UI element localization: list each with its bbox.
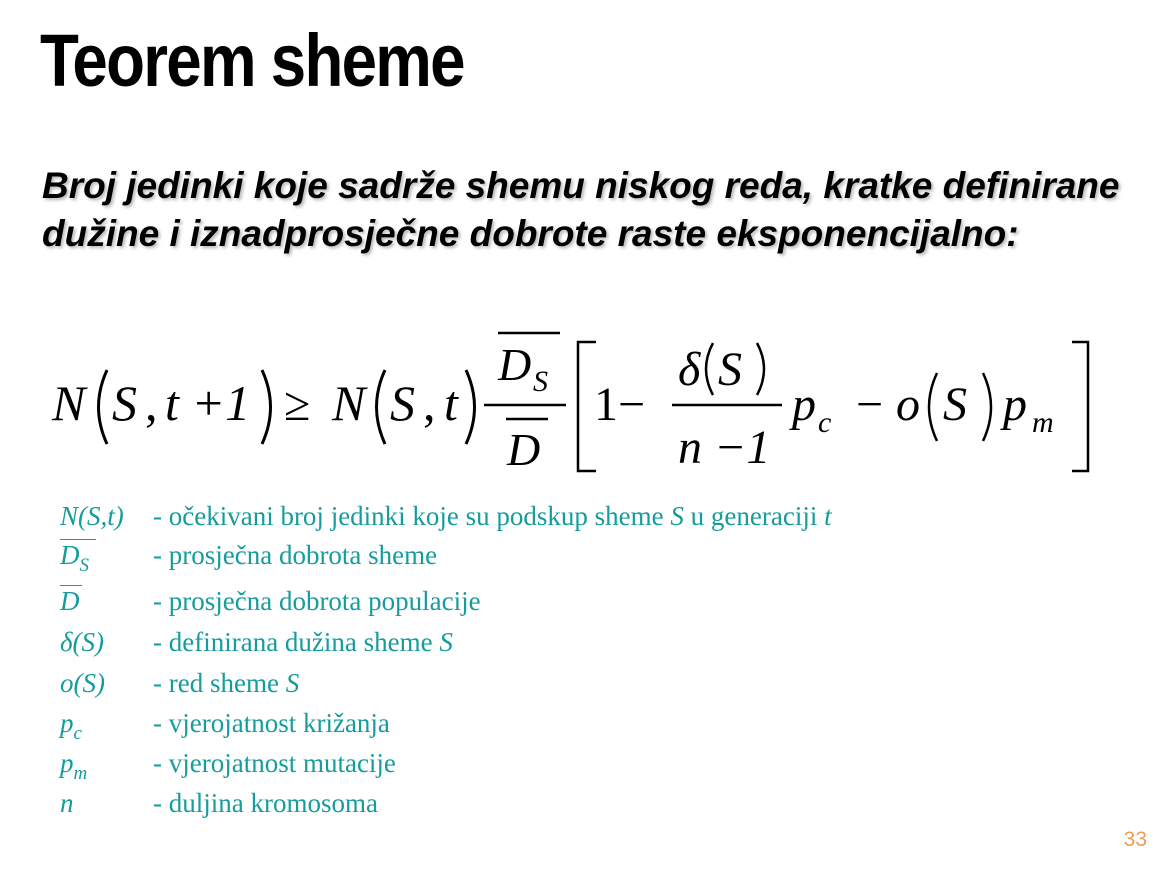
formula-delta-left-paren [706, 343, 713, 395]
symbol-legend [0, 495, 1170, 825]
formula-frac2-den: n −1 [678, 421, 771, 474]
formula-lhs-t-plus-1: t +1 [165, 375, 251, 431]
legend-row [0, 540, 1100, 580]
legend-description: - vjerojatnost mutacije [153, 748, 396, 778]
formula-one-minus: 1− [594, 378, 646, 431]
legend-description: - prosječna dobrota populacije [153, 586, 481, 616]
legend-symbol: δ(S) [60, 627, 105, 657]
legend-row [0, 668, 1100, 708]
legend-symbol: D [60, 586, 80, 616]
legend-symbol-base: D [60, 540, 80, 570]
legend-desc-var: t [824, 501, 832, 531]
formula-o-right-paren [983, 373, 991, 441]
legend-symbol: o(S) [60, 668, 105, 698]
legend-symbol [60, 708, 82, 745]
formula-rhs-comma: , [423, 375, 436, 431]
formula-pc-sub: c [818, 406, 832, 439]
slide-subtitle: Broj jedinki koje sadrže shemu niskog reda, kratke definirane dužine i iznadprosječne dobrote raste eksponencijalno: [42, 165, 1120, 254]
legend-symbol-base: p [60, 748, 74, 778]
legend-symbol-base: p [60, 708, 74, 738]
legend-symbol-sub: m [73, 763, 88, 784]
formula-lhs-comma: , [145, 375, 158, 431]
legend-row [0, 627, 1100, 667]
formula-rhs-S: S [390, 375, 415, 431]
page-number: 33 [1123, 828, 1147, 851]
legend-symbol: n [60, 788, 74, 818]
formula-pm-sub: m [1032, 406, 1054, 439]
formula-lhs-N: N [52, 375, 86, 431]
formula-right-bracket [1072, 342, 1088, 471]
legend-row [0, 708, 1100, 748]
formula-lhs-left-paren [99, 370, 108, 444]
formula-rhs-t: t [444, 375, 458, 431]
formula-frac-num-D: D [498, 339, 532, 390]
legend-desc-text: - red sheme [153, 668, 286, 698]
formula-delta-right-paren [757, 343, 764, 395]
legend-desc-text: u generaciji [683, 501, 825, 531]
formula-geq: ≥ [284, 378, 311, 431]
legend-description: - duljina kromosoma [153, 788, 378, 818]
legend-description [153, 627, 453, 658]
legend-row [0, 748, 1100, 788]
legend-description: - prosječna dobrota sheme [153, 540, 438, 570]
legend-row [0, 788, 1100, 828]
legend-description [153, 501, 832, 532]
legend-description [153, 668, 299, 699]
formula-rhs-left-paren [377, 370, 386, 444]
formula-frac-den-D: D [507, 424, 541, 475]
formula-o-S: S [943, 378, 967, 431]
legend-symbol-sub: S [79, 555, 89, 576]
legend-desc-var: S [285, 668, 300, 698]
legend-description: - vjerojatnost križanja [153, 708, 390, 738]
formula-o-left-paren [929, 373, 937, 441]
legend-desc-text: - očekivani broj jedinki koje su podskup sheme [153, 501, 671, 531]
legend-symbol [60, 748, 87, 785]
schema-theorem-formula [0, 325, 1170, 485]
legend-desc-var: S [670, 501, 684, 531]
formula-frac-num-sub-S: S [533, 365, 548, 398]
formula-rhs-N: N [332, 375, 366, 431]
legend-row [0, 501, 1100, 541]
formula-delta: δ [678, 343, 701, 396]
formula-o: o [896, 378, 920, 431]
formula-lhs-right-paren [262, 370, 271, 444]
legend-symbol [60, 540, 89, 577]
formula-minus: − [856, 378, 884, 431]
formula-pc: p [792, 378, 816, 431]
legend-desc-text: - definirana dužina sheme [153, 627, 440, 657]
formula-delta-S: S [718, 343, 742, 396]
legend-row [0, 586, 1100, 626]
slide-title: Teorem sheme [40, 19, 464, 102]
formula-pm: p [1003, 378, 1027, 431]
legend-symbol: N(S,t) [60, 501, 124, 531]
formula-rhs-right-paren [466, 370, 475, 444]
formula-lhs-S: S [112, 375, 137, 431]
legend-symbol-sub: c [73, 723, 82, 744]
legend-desc-var: S [439, 627, 453, 657]
